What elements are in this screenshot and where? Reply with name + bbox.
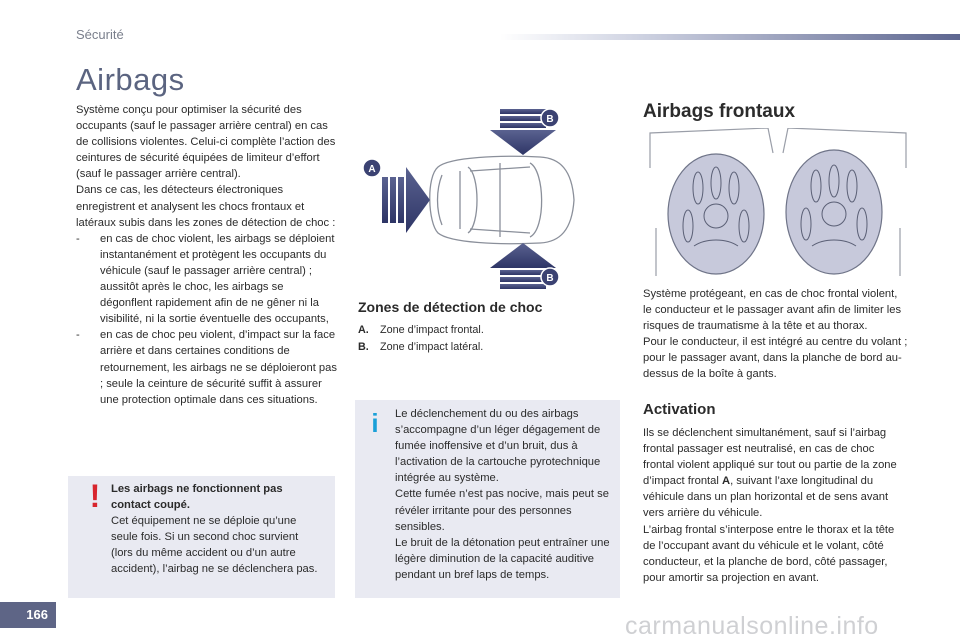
zones-title: Zones de détection de choc	[358, 299, 543, 315]
info-paragraph: Cette fumée n’est pas nocive, mais peut se révéler irritante pour des personnes sensibles.	[395, 488, 609, 533]
activation-text-part: , suivant l’axe longitudinal du véhicule dans un plan horizontal et de sens avant vers arrière du véhicule.	[643, 475, 889, 520]
watermark: carmanualsonline.info	[625, 612, 879, 640]
list-item: - en cas de choc peu violent, d’impact sur la face arrière et dans certaines conditions de retournement, les airbags ne se déploieront pas ; seule la ceinture de sécurité suffit à assurer une protection optimale dans ces situations.	[76, 327, 338, 407]
activation-title: Activation	[643, 401, 716, 418]
zone-key: A.	[358, 324, 369, 336]
info-paragraph: Le déclenchement du ou des airbags s’accompagne d’un léger dégagement de fumée inoffensive et d’un bruit, dus à l’activation de la cartouche pyrotechnique intégrée au système.	[395, 408, 601, 485]
label-a-badge	[363, 159, 381, 177]
frontal-airbags-illustration	[648, 128, 908, 278]
zone-text: Zone d’impact frontal.	[380, 324, 484, 336]
warning-title: Les airbags ne fonctionnent pas contact coupé.	[111, 483, 283, 512]
warning-text	[111, 481, 321, 578]
intro-paragraph: Dans ce cas, les détecteurs électroniques enregistrent et analysent les chocs frontaux et latéraux subis dans les zones de détection de choc :	[76, 184, 336, 229]
header-rule	[500, 34, 960, 40]
zone-key: B.	[358, 341, 369, 353]
car-outline	[430, 156, 574, 243]
info-icon: i	[371, 408, 379, 438]
activation-text-part: Ils se déclenchent simultanément, sauf si l’airbag frontal passager est neutralisé, en cas de choc frontal violent appliqué sur tout ou partie de la zone d’impact frontal	[643, 427, 897, 488]
section-label: Sécurité	[76, 27, 124, 42]
frontal-text	[643, 286, 908, 383]
passenger-airbag	[786, 150, 882, 274]
page-number: 166	[0, 602, 56, 628]
warning-body: Cet équipement ne se déploie qu’une seule fois. Si un second choc survient (lors du même accident ou d’un autre accident), l’airbag ne se déclenchera pas.	[111, 515, 318, 576]
front-impact-arrow	[382, 167, 430, 233]
list-item	[358, 339, 618, 356]
info-text	[395, 406, 617, 583]
list-item	[358, 322, 618, 339]
exclamation-icon: !	[89, 478, 101, 514]
driver-airbag	[668, 154, 764, 274]
intro-paragraph: Système conçu pour optimiser la sécurité des occupants (sauf le passager arrière central) en cas de collisions violentes. Celui-ci complète l’action des ceintures de sécurité équipées de limiteur d’effort (sauf le passager arrière central).	[76, 104, 336, 181]
frontal-paragraph: Pour le conducteur, il est intégré au centre du volant ; pour le passager avant, dans la planche de bord au-dessus de la boîte à gants.	[643, 336, 908, 381]
label-b-badge-top	[541, 109, 559, 127]
zones-list	[358, 322, 618, 356]
intro-text	[76, 102, 338, 408]
zone-text: Zone d’impact latéral.	[380, 341, 484, 353]
label-b: B	[546, 114, 554, 125]
activation-paragraph	[643, 425, 908, 522]
label-b: B	[546, 273, 554, 284]
intro-bullets	[76, 231, 338, 408]
activation-text	[643, 425, 908, 586]
label-a: A	[368, 164, 376, 175]
impact-zones-diagram	[350, 105, 580, 295]
info-paragraph: Le bruit de la détonation peut entraîner une légère diminution de la capacité auditive pendant un bref laps de temps.	[395, 536, 610, 581]
list-item: - en cas de choc violent, les airbags se déploient instantanément et protègent les occupants du véhicule (sauf le passager arrière central) ; aussitôt après le choc, les airbags se dégonflent rapidement afin de ne gêner ni la visibilité, ni la sortie éventuelle des occupants,	[76, 231, 338, 328]
zone-key: A	[721, 475, 731, 488]
frontal-title: Airbags frontaux	[643, 101, 796, 122]
label-b-badge-bottom	[541, 268, 559, 286]
frontal-paragraph: Système protégeant, en cas de choc frontal violent, le conducteur et le passager avant afin de limiter les risques de traumatisme à la tête et au thorax.	[643, 288, 902, 333]
page-title: Airbags	[76, 62, 185, 97]
activation-paragraph: L’airbag frontal s’interpose entre le thorax et la tête de l’occupant avant du véhicule et le volant, côté conducteur, et la planche de bord, côté passager, pour amortir sa projection en avant.	[643, 523, 895, 584]
